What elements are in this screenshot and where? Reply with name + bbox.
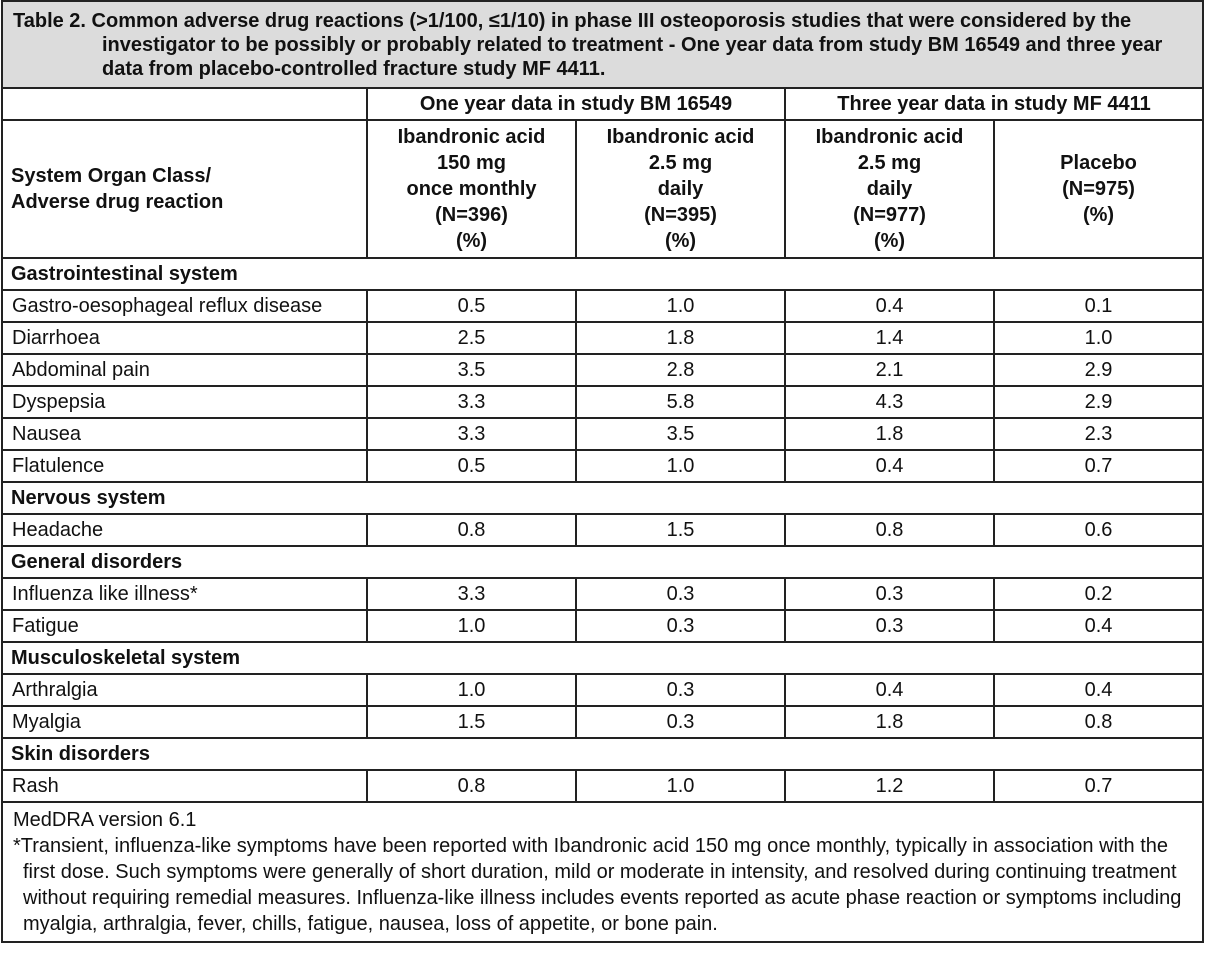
section-row [2,642,1203,674]
value-cell: 2.9 [994,354,1203,386]
value-cell: 2.3 [994,418,1203,450]
header-line: (N=395) [644,204,717,226]
header-line: Placebo [1060,152,1137,174]
section-title: General disorders [2,546,1203,578]
header-line: once monthly [406,178,537,200]
value-cell: 0.5 [367,450,576,482]
table-caption [2,1,1203,88]
value-cell: 1.5 [576,514,785,546]
value-cell: 0.3 [576,578,785,610]
header-line: (%) [455,230,488,252]
reaction-name: Diarrhoea [2,322,367,354]
reaction-name: Abdominal pain [2,354,367,386]
value-cell: 0.3 [576,674,785,706]
value-cell: 0.8 [367,514,576,546]
value-cell: 3.3 [367,418,576,450]
table-row [2,770,1203,802]
value-cell: 4.3 [785,386,994,418]
value-cell: 3.3 [367,386,576,418]
reaction-name: Fatigue [2,610,367,642]
value-cell: 1.0 [576,450,785,482]
value-cell: 0.1 [994,290,1203,322]
value-cell: 0.4 [785,290,994,322]
value-cell: 0.8 [785,514,994,546]
value-cell: 5.8 [576,386,785,418]
section-title: Nervous system [2,482,1203,514]
header-line: (%) [1082,204,1115,226]
header-line: daily [866,178,913,200]
table-row [2,578,1203,610]
value-cell: 2.5 [367,322,576,354]
value-cell: 0.4 [994,674,1203,706]
value-cell: 0.3 [576,706,785,738]
section-title: Skin disorders [2,738,1203,770]
value-cell: 0.3 [785,578,994,610]
reaction-name: Nausea [2,418,367,450]
reaction-name: Arthralgia [2,674,367,706]
header-line: Ibandronic acid [606,126,755,148]
table-row [2,674,1203,706]
value-cell: 3.5 [367,354,576,386]
table-row [2,450,1203,482]
footnote: *Transient, influenza-like symptoms have been reported with Ibandronic acid 150 mg once monthly, typically in association with the first dose. Such symptoms were generally of short duration, mild or moderate in intensity, and resolved during continuing treatment without requiring remedial measures. Influenza-like illness includes events reported as acute phase reaction or symptoms including myalgia, arthralgia, fever, chills, fatigue, nausea, loss of appetite, or bone pain. [13,835,1182,935]
value-cell: 1.8 [576,322,785,354]
value-cell: 1.0 [576,770,785,802]
header-line: 2.5 mg [648,152,713,174]
table-row [2,706,1203,738]
header-line: Ibandronic acid [815,126,964,148]
value-cell: 0.4 [994,610,1203,642]
value-cell: 3.3 [367,578,576,610]
section-row [2,258,1203,290]
value-cell: 0.4 [785,674,994,706]
table-row [2,322,1203,354]
header-line: System Organ Class/ [11,165,212,187]
table-body [2,1,1203,942]
value-cell: 1.5 [367,706,576,738]
group-header-mf4411: Three year data in study MF 4411 [785,88,1203,120]
reaction-name: Rash [2,770,367,802]
table-footer [2,802,1203,942]
reaction-name: Flatulence [2,450,367,482]
column-header-ibandronic-150mg-monthly [367,120,576,258]
group-header-bm16549: One year data in study BM 16549 [367,88,785,120]
value-cell: 1.0 [367,674,576,706]
column-header-soc [2,120,367,258]
header-line: daily [657,178,704,200]
value-cell: 0.5 [367,290,576,322]
group-header-row [2,88,1203,120]
header-line: (N=396) [435,204,508,226]
value-cell: 2.1 [785,354,994,386]
column-header-placebo [994,120,1203,258]
table-row [2,610,1203,642]
value-cell: 3.5 [576,418,785,450]
value-cell: 0.7 [994,450,1203,482]
column-header-row [2,120,1203,258]
header-line: Adverse drug reaction [11,191,224,213]
section-title: Musculoskeletal system [2,642,1203,674]
value-cell: 0.8 [994,706,1203,738]
section-row [2,482,1203,514]
caption-row [2,1,1203,88]
column-header-ibandronic-2-5mg-daily-mf [785,120,994,258]
table-row [2,386,1203,418]
value-cell: 1.2 [785,770,994,802]
value-cell: 0.7 [994,770,1203,802]
section-title: Gastrointestinal system [2,258,1203,290]
header-line: (N=975) [1062,178,1135,200]
value-cell: 1.0 [367,610,576,642]
header-line: (%) [873,230,906,252]
footer-row [2,802,1203,942]
reaction-name: Gastro-oesophageal reflux disease [2,290,367,322]
header-line: (N=977) [853,204,926,226]
value-cell: 0.2 [994,578,1203,610]
table-row [2,418,1203,450]
header-line: Ibandronic acid [397,126,546,148]
reaction-name: Myalgia [2,706,367,738]
header-line: 150 mg [437,152,506,174]
value-cell: 2.8 [576,354,785,386]
section-row [2,546,1203,578]
column-header-ibandronic-2-5mg-daily-bm [576,120,785,258]
value-cell: 1.8 [785,706,994,738]
value-cell: 0.3 [576,610,785,642]
value-cell: 1.0 [994,322,1203,354]
empty-header-cell [2,88,367,120]
value-cell: 0.3 [785,610,994,642]
meddra-version: MedDRA version 6.1 [13,809,197,831]
reaction-name: Influenza like illness* [2,578,367,610]
caption-text: Table 2. Common adverse drug reactions (>1/100, ≤1/10) in phase III osteoporosis studies that were considered by the investigator to be possibly or probably related to treatment - One year data from study BM 16549 and three year data from placebo-controlled fracture study MF 4411. [13,10,1163,80]
header-line: (%) [664,230,697,252]
header-line: 2.5 mg [857,152,922,174]
value-cell: 1.4 [785,322,994,354]
value-cell: 2.9 [994,386,1203,418]
value-cell: 1.8 [785,418,994,450]
value-cell: 0.4 [785,450,994,482]
reaction-name: Headache [2,514,367,546]
value-cell: 1.0 [576,290,785,322]
value-cell: 0.6 [994,514,1203,546]
reaction-name: Dyspepsia [2,386,367,418]
table-row [2,290,1203,322]
table-row [2,354,1203,386]
section-row [2,738,1203,770]
value-cell: 0.8 [367,770,576,802]
table-row [2,514,1203,546]
adverse-reactions-table [1,0,1204,943]
